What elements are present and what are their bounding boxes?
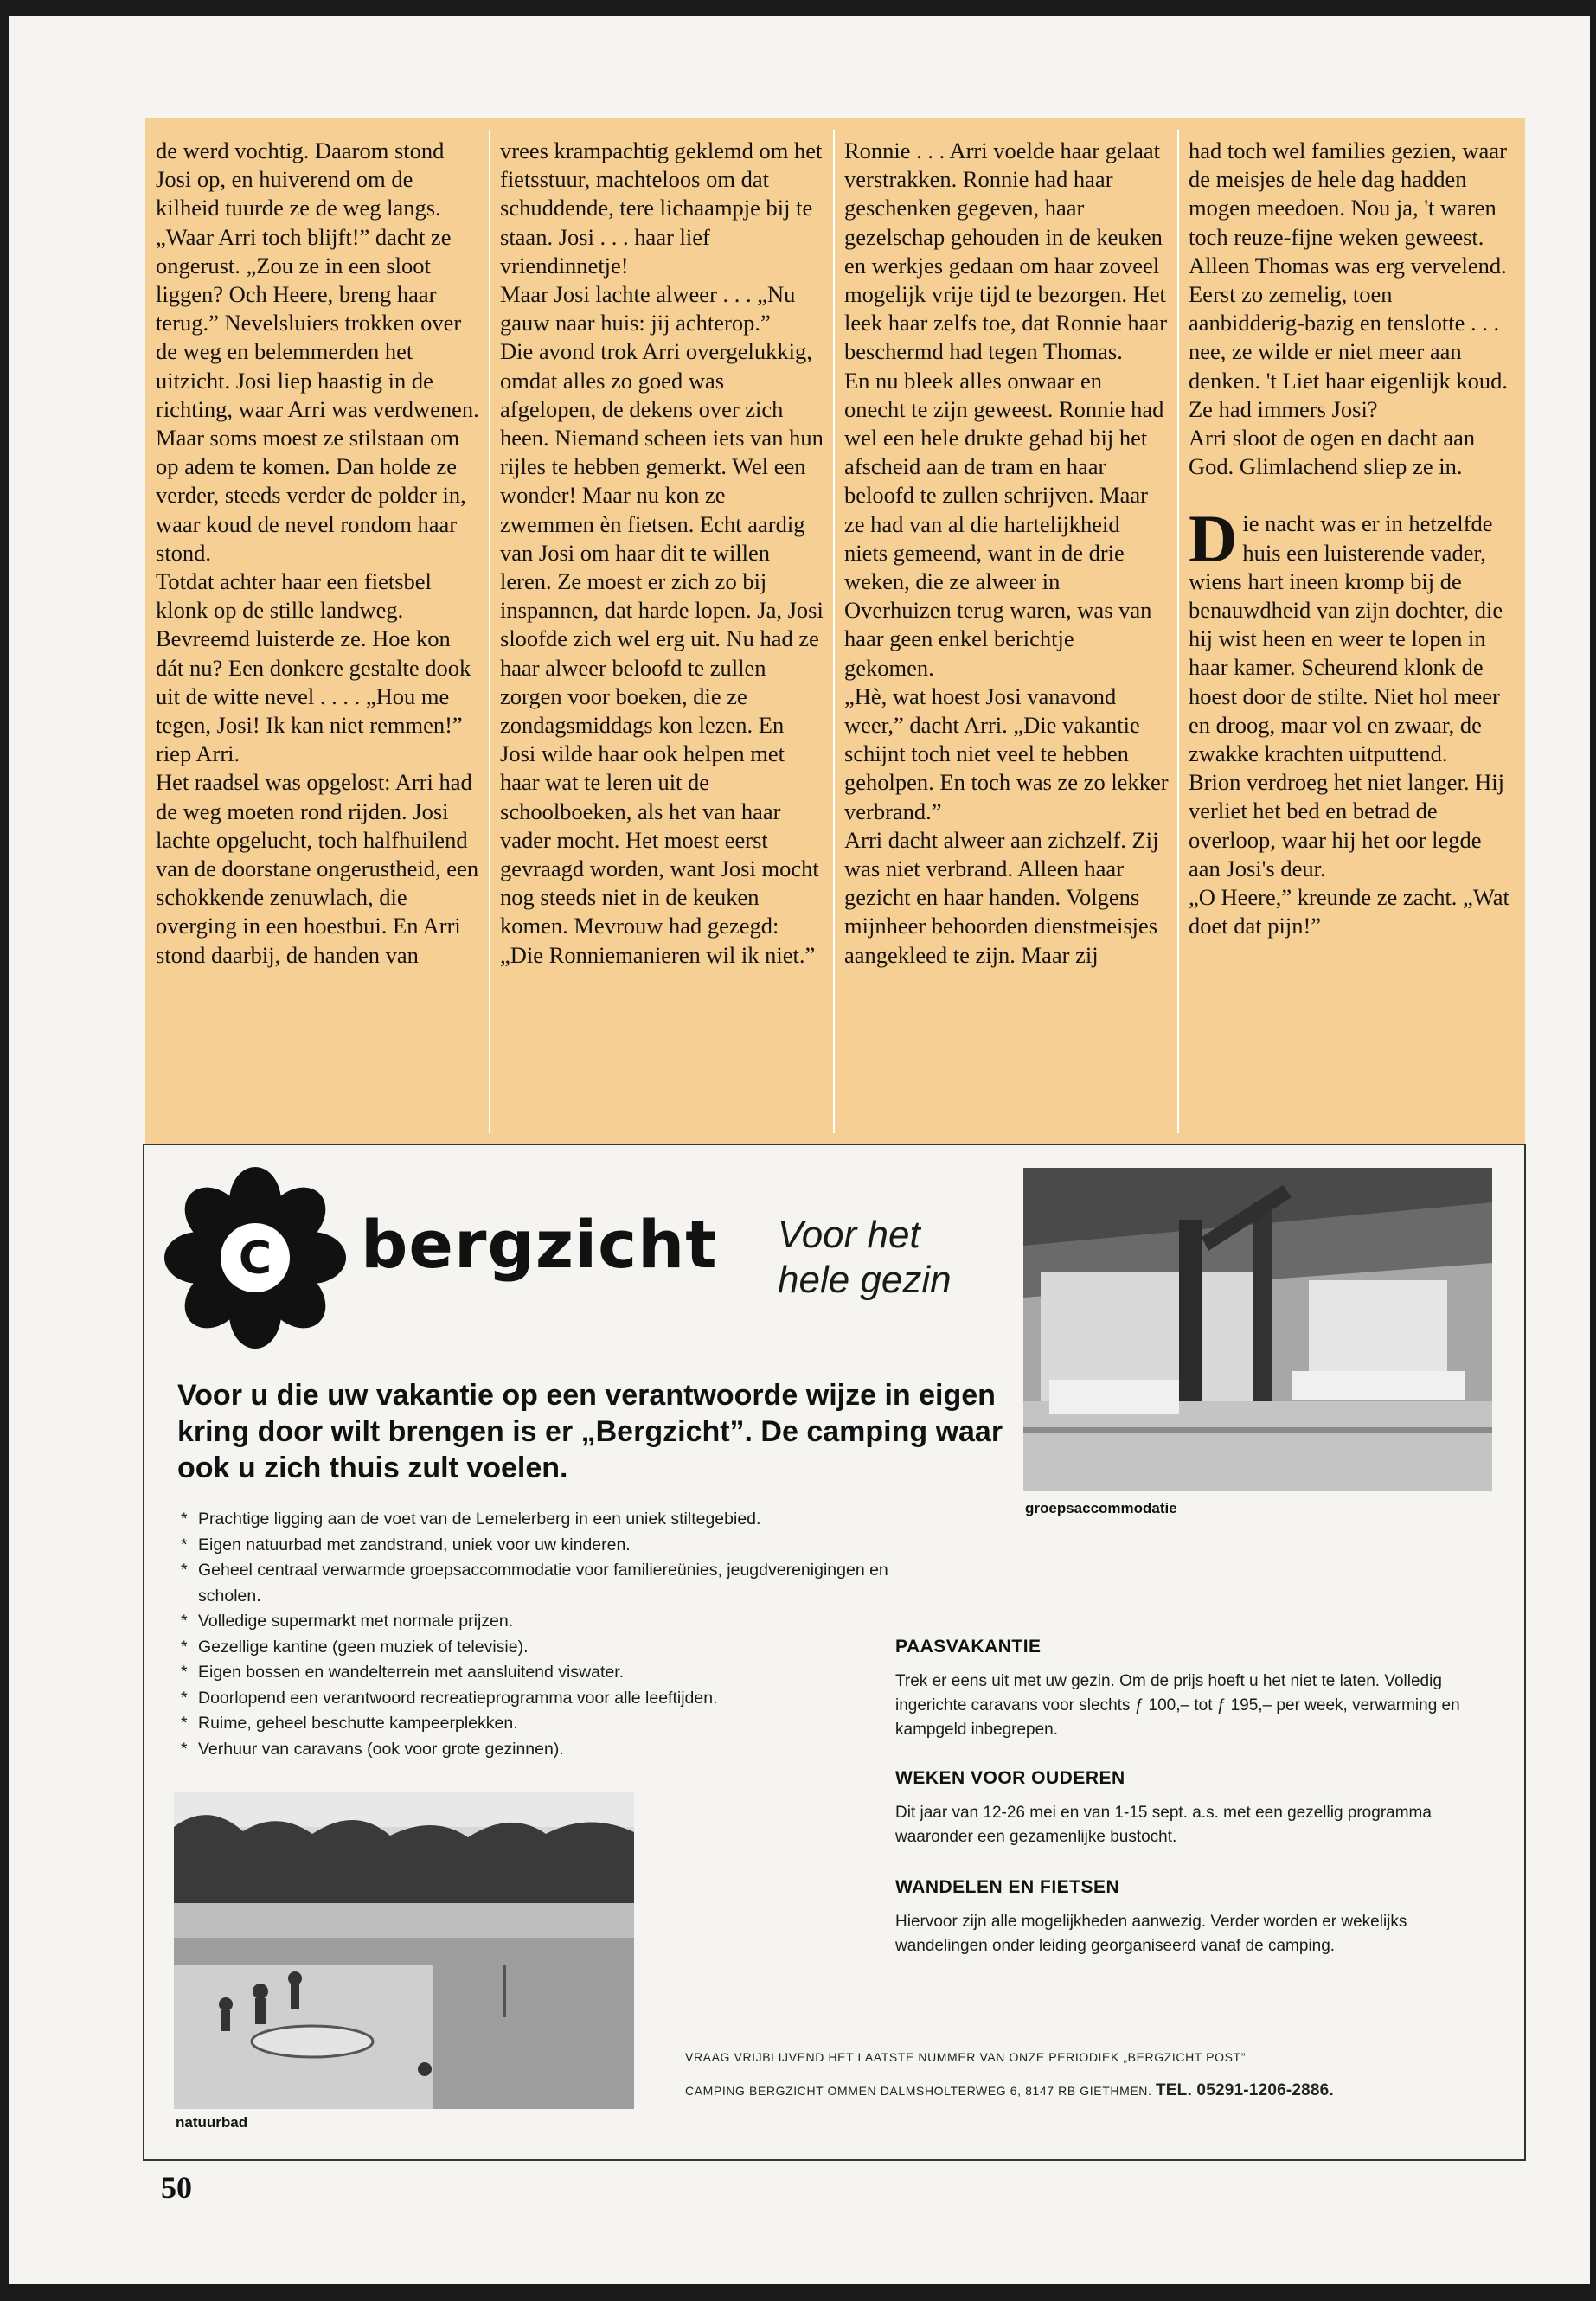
easter-section [895, 1637, 1492, 1742]
seniors-section [895, 1768, 1492, 1849]
story-paragraph: „Hè, wat hoest Josi vanavond weer,” dacht Arri. „Die vakantie schijnt toch niet veel te hebben geholpen. En toch was ze zo lekker verbrand.” [844, 683, 1169, 824]
natural-pool-photo [174, 1792, 634, 2109]
flower-logo-icon [160, 1163, 350, 1353]
feature-item: * Eigen natuurbad met zandstrand, uniek voor uw kinderen. [177, 1533, 939, 1559]
feature-item: * Eigen bossen en wandelterrein met aansluitend viswater. [177, 1660, 939, 1686]
brand-name: bergzicht [361, 1206, 718, 1283]
feature-item: * Gezellige kantine (geen muziek of televisie). [177, 1635, 939, 1661]
story-column-3 [844, 137, 1169, 1131]
ad-headline: Voor u die uw vakantie op een verantwoorde wijze in eigen kring door wilt brengen is er „Bergzicht”. De camping waar ook u zich thuis zult voelen. [177, 1379, 1003, 1484]
tagline-line: hele gezin [778, 1259, 952, 1301]
column-divider [1177, 130, 1179, 1133]
group-accommodation-photo [1023, 1168, 1492, 1491]
feature-list [177, 1507, 939, 1762]
story-paragraph: Totdat achter haar een fietsbel klonk op de stille landweg. Bevreemd luisterde ze. Hoe kon dát nu? Een donkere gestalte dook uit de witte nevel . . . . „Hou me tegen, Josi! Ik kan niet remmen!” riep Arri. [156, 568, 471, 767]
hiking-section [895, 1877, 1492, 1958]
feature-item: * Doorlopend een verantwoord recreatieprogramma voor alle leeftijden. [177, 1686, 939, 1712]
feature-item: * Prachtige ligging aan de voet van de Lemelerberg in een uniek stiltegebied. [177, 1507, 939, 1533]
story-column-4 [1189, 137, 1513, 1131]
logo-letter: C [238, 1233, 272, 1285]
story-paragraph: Het raadsel was opgelost: Arri had de weg moeten rond rijden. Josi lachte opgelucht, toch halfhuilend van de doorstane ongerustheid, een schokkende zenuwlach, die overging in een hoestbui. En Arri stond daarbij, de handen van [156, 769, 479, 968]
section-title: WANDELEN EN FIETSEN [895, 1877, 1120, 1897]
section-title: PAASVAKANTIE [895, 1637, 1042, 1657]
story-paragraph: Maar Josi lachte alweer . . . „Nu gauw naar huis: jij achterop.” [500, 281, 796, 336]
story-column-1 [156, 137, 480, 1131]
story-paragraph: vrees krampachtig geklemd om het fietsstuur, machteloos om dat schuddende, tere lichaampje bij te staan. Josi . . . haar lief vriendinnetje! [500, 138, 823, 279]
brochure-request: VRAAG VRIJBLIJVEND HET LAATSTE NUMMER VAN ONZE PERIODIEK „BERGZICHT POST” [685, 2050, 1246, 2064]
address-text: CAMPING BERGZICHT OMMEN DALMSHOLTERWEG 6, 8147 RB GIETHMEN. [685, 2084, 1152, 2098]
interior-photo-illustration [1023, 1168, 1492, 1491]
feature-item: * Volledige supermarkt met normale prijzen. [177, 1609, 939, 1635]
bergzicht-advertisement [143, 1144, 1526, 2161]
story-paragraph: Brion verdroeg het niet langer. Hij verliet het bed en betrad de overloop, waar hij het oor legde aan Josi's deur. [1189, 769, 1505, 881]
story-paragraph: Arri dacht alweer aan zichzelf. Zij was niet verbrand. Alleen haar gezicht en haar handen. Volgens mijnheer behoorden dienstmeisjes aangekleed te zijn. Maar zij [844, 826, 1159, 968]
story-block [145, 118, 1525, 1144]
section-text: Dit jaar van 12-26 mei en van 1-15 sept. a.s. met een gezellig programma waaronder een gezamenlijke bustocht. [895, 1804, 1432, 1846]
column-divider [833, 130, 835, 1133]
feature-item: * Geheel centraal verwarmde groepsaccommodatie voor familiereünies, jeugdverenigingen en scholen. [177, 1558, 939, 1609]
page-number: 50 [161, 2170, 192, 2205]
story-paragraph: Die avond trok Arri overgelukkig, omdat alles zo goed was afgelopen, de dekens over zich heen. Niemand scheen iets van hun rijles te hebben gemerkt. Wel een wonder! Maar nu kon ze zwemmen èn fietsen. Echt aardig van Josi om haar dit te willen leren. Ze moest er zich zo bij inspannen, dat harde lopen. Ja, Josi sloofde zich wel erg uit. Nu had ze haar alweer beloofd te zullen zorgen voor boeken, die ze zondagsmiddags kon lezen. En Josi wilde haar ook helpen met haar wat te leren uit de schoolboeken, als het van haar vader mocht. Het moest eerst gevraagd worden, want Josi mocht nog steeds niet in de keuken komen. Mevrouw had gezegd: „Die Ronniemanieren wil ik niet.” [500, 338, 824, 968]
magazine-page [9, 16, 1590, 2284]
story-paragraph [1189, 501, 1513, 768]
column-divider [489, 130, 490, 1133]
section-text: Trek er eens uit met uw gezin. Om de prijs hoeft u het niet te laten. Volledig ingerichte caravans voor slechts ƒ 100,– tot ƒ 195,– per week, verwarming en kampgeld inbegrepen. [895, 1672, 1460, 1739]
photo-caption: natuurbad [176, 2114, 248, 2131]
story-paragraph: Arri sloot de ogen en dacht aan God. Glimlachend sliep ze in. [1189, 425, 1476, 480]
tagline-line: Voor het [778, 1214, 920, 1256]
section-text: Hiervoor zijn alle mogelijkheden aanwezig. Verder worden er wekelijks wandelingen onder leiding georganiseerd vanaf de camping. [895, 1913, 1407, 1955]
story-column-2 [500, 137, 824, 1131]
story-paragraph: Ronnie . . . Arri voelde haar gelaat verstrakken. Ronnie had haar geschenken gegeven, haar gezelschap gehouden in de keuken en werkjes gedaan om haar zoveel mogelijk vrije tijd te bezorgen. Het leek haar zelfs toe, dat Ronnie haar beschermd had tegen Thomas. [844, 138, 1168, 365]
story-paragraph-text: ie nacht was er in hetzelfde huis een luisterende vader, wiens hart ineen kromp bij de benauwdheid van zijn dochter, die hij wist heen en weer te lopen in haar kamer. Scheurend klonk de hoest door de stilte. Niet hol meer en droog, maar vol en zwaar, de zwakke krachten uitputtend. [1189, 510, 1503, 767]
feature-item: * Verhuur van caravans (ook voor grote gezinnen). [177, 1737, 939, 1763]
photo-caption: groepsaccommodatie [1025, 1500, 1177, 1516]
story-paragraph: de werd vochtig. Daarom stond Josi op, en huiverend om de kilheid tuurde ze de weg langs. [156, 138, 445, 221]
ad-tagline [778, 1213, 1003, 1303]
story-paragraph: En nu bleek alles onwaar en onecht te zijn geweest. Ronnie had wel een hele drukte gehad bij het afscheid aan de tram en haar beloofd te zullen schrijven. Maar ze had van al die hartelijkheid niets gemeend, want in de drie weken, die ze alweer in Overhuizen terug waren, was van haar geen enkel berichtje gekomen. [844, 367, 1164, 681]
drop-cap: D [1189, 501, 1238, 577]
feature-item: * Ruime, geheel beschutte kampeerplekken. [177, 1711, 939, 1737]
story-paragraph: „Waar Arri toch blijft!” dacht ze ongerust. „Zou ze in een sloot liggen? Och Heere, breng haar terug.” Nevelsluiers trokken over de weg en belemmerden het uitzicht. Josi liep haastig in de richting, waar Arri was verdwenen. Maar soms moest ze stilstaan om op adem te komen. Dan holde ze verder, steeds verder de polder in, waar koud de nevel rondom haar stond. [156, 223, 479, 566]
phone-number: TEL. 05291-1206-2886. [1155, 2081, 1334, 2099]
beach-photo-illustration [174, 1792, 634, 2109]
story-paragraph: had toch wel families gezien, waar de meisjes de hele dag hadden mogen meedoen. Nou ja, 't waren toch reuze-fijne weken geweest. Alleen Thomas was erg vervelend. Eerst zo zemelig, toen aanbidderig-bazig en tenslotte . . . nee, ze wilde er niet meer aan denken. 't Liet haar eigenlijk koud. Ze had immers Josi? [1189, 138, 1509, 422]
contact-address [685, 2081, 1498, 2100]
story-paragraph: „O Heere,” kreunde ze zacht. „Wat doet dat pijn!” [1189, 884, 1509, 939]
section-title: WEKEN VOOR OUDEREN [895, 1768, 1125, 1788]
